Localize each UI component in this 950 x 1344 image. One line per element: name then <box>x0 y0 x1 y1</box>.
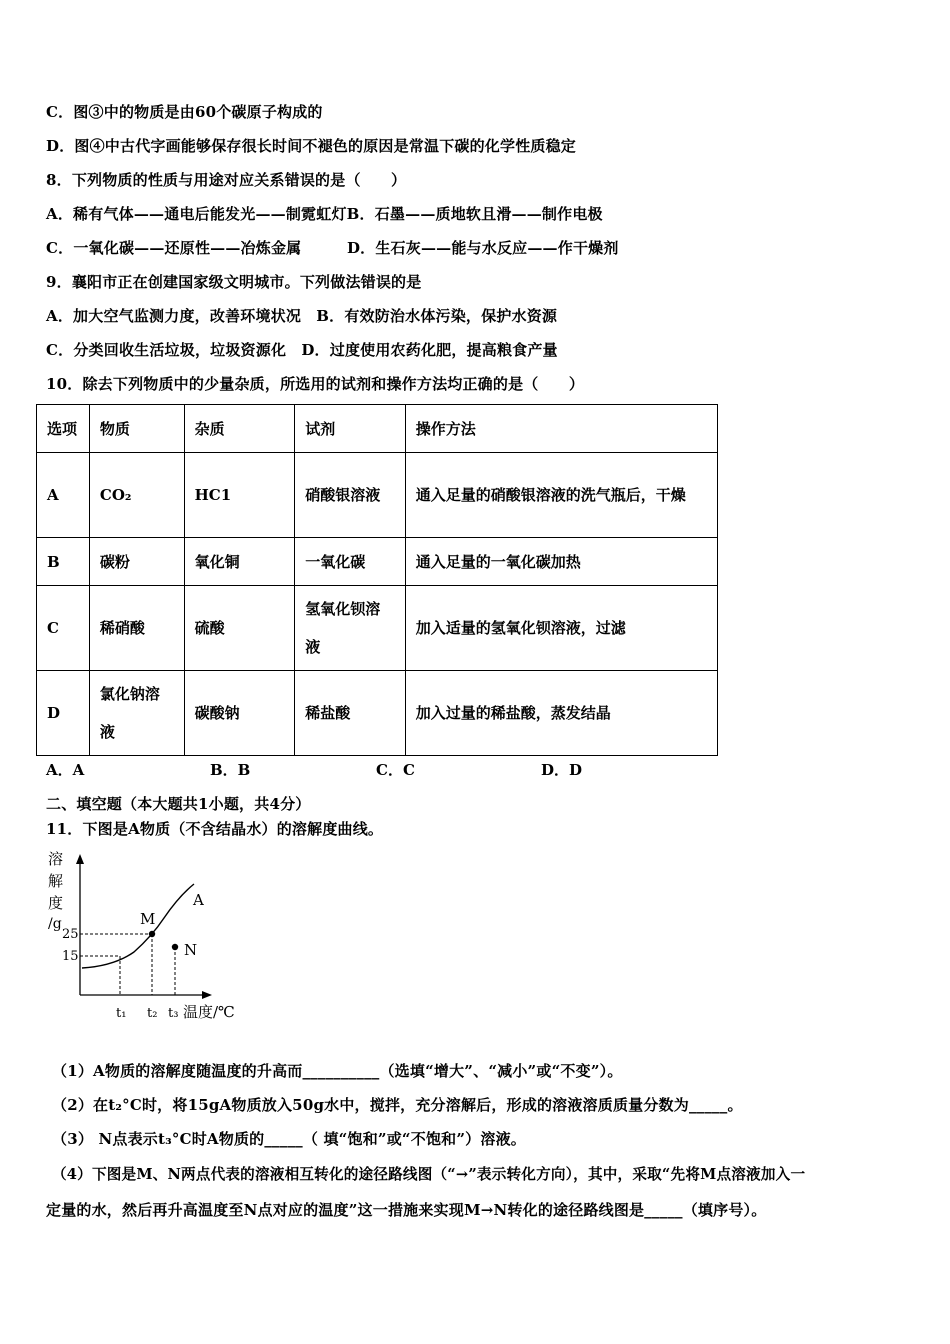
table-cell: 碳粉 <box>89 538 184 586</box>
table-cell: D <box>37 671 90 756</box>
x-tick-label: t₃ <box>168 1006 179 1021</box>
table-cell: 硫酸 <box>184 586 295 671</box>
question-10: 10．除去下列物质中的少量杂质，所选用的试剂和操作方法均正确的是（ ） <box>46 375 585 393</box>
point-m <box>149 931 155 937</box>
y-axis-label-3: 度 <box>48 894 64 912</box>
point-n <box>172 944 178 950</box>
table-cell: 加入过量的稀盐酸，蒸发结晶 <box>405 671 717 756</box>
y-tick-label: 15 <box>62 949 79 964</box>
q11-part-2: （2）在t₂°C时，将15gA物质放入50g水中，搅拌，充分溶解后，形成的溶液溶质质量分数为_____。 <box>52 1096 743 1114</box>
question-11: 11．下图是A物质（不含结晶水）的溶解度曲线。 <box>46 820 384 838</box>
q10-option-d: D．D <box>541 761 583 779</box>
y-tick-label: 25 <box>62 927 79 942</box>
q9-options-ab: A．加大空气监测力度，改善环境状况 B．有效防治水体污染，保护水资源 <box>46 307 558 325</box>
q10-option-c: C．C <box>376 761 415 779</box>
q8-options-ab: A．稀有气体——通电后能发光——制霓虹灯B．石墨——质地软且滑——制作电极 <box>46 205 603 223</box>
series-a-curve <box>82 884 194 968</box>
y-axis-label-1: 溶 <box>48 850 64 868</box>
point-n-label: N <box>184 941 198 959</box>
q9-options-cd: C．分类回收生活垃圾，垃圾资源化 D．过度使用农药化肥，提高粮食产量 <box>46 341 558 359</box>
y-axis-label-2: 解 <box>48 872 64 890</box>
table-cell: C <box>37 586 90 671</box>
x-tick-label: t₁ <box>116 1006 127 1021</box>
x-axis-arrow <box>202 991 212 999</box>
table-cell: 碳酸钠 <box>184 671 295 756</box>
header-cell: 物质 <box>89 405 184 453</box>
table-cell: 氯化钠溶液 <box>89 671 184 756</box>
table-row <box>37 538 718 586</box>
header-cell: 选项 <box>37 405 90 453</box>
line-7c: C．图③中的物质是由60个碳原子构成的 <box>46 103 323 121</box>
series-a-label: A <box>193 891 204 909</box>
header-cell: 试剂 <box>295 405 406 453</box>
point-m-label: M <box>140 910 156 928</box>
q10-table <box>36 404 718 756</box>
table-row <box>37 453 718 538</box>
line-7d: D．图④中古代字画能够保存很长时间不褪色的原因是常温下碳的化学性质稳定 <box>46 137 577 155</box>
table-header-row <box>37 405 718 453</box>
table-cell: A <box>37 453 90 538</box>
y-axis-label-4: /g <box>48 916 62 932</box>
table-cell: B <box>37 538 90 586</box>
table-cell: HC1 <box>184 453 295 538</box>
question-8: 8．下列物质的性质与用途对应关系错误的是（ ） <box>46 171 407 189</box>
table-cell: 氢氧化钡溶液 <box>295 586 406 671</box>
table-cell: 稀盐酸 <box>295 671 406 756</box>
q10-option-a: A．A <box>46 761 85 779</box>
header-cell: 杂质 <box>184 405 295 453</box>
table-cell: 稀硝酸 <box>89 586 184 671</box>
table-cell: 通入足量的硝酸银溶液的洗气瓶后，干燥 <box>405 453 717 538</box>
x-tick-label: t₂ <box>147 1006 158 1021</box>
table-cell: 硝酸银溶液 <box>295 453 406 538</box>
q11-part-1: （1）A物质的溶解度随温度的升高而__________（选填“增大”、“减小”或“不变”）。 <box>52 1062 623 1080</box>
table-cell: 一氧化碳 <box>295 538 406 586</box>
table-cell: CO₂ <box>89 453 184 538</box>
table-cell: 通入足量的一氧化碳加热 <box>405 538 717 586</box>
q10-option-b: B．B <box>210 761 251 779</box>
q11-part-3: （3） N点表示t₃°C时A物质的_____（ 填“饱和”或“不饱和”）溶液。 <box>52 1130 526 1148</box>
q11-part-4b: 定量的水，然后再升高温度至N点对应的温度”这一措施来实现M→N转化的途径路线图是_____（填序号）。 <box>46 1201 767 1219</box>
table-row <box>37 671 718 756</box>
table-cell: 加入适量的氢氧化钡溶液，过滤 <box>405 586 717 671</box>
question-9: 9．襄阳市正在创建国家级文明城市。下列做法错误的是 <box>46 273 422 291</box>
x-axis-label: 温度/℃ <box>183 1003 235 1021</box>
q11-part-4a: （4）下图是M、N两点代表的溶液相互转化的途径路线图（“→”表示转化方向），其中，采取“先将M点溶液加入一 <box>52 1166 806 1183</box>
solubility-chart <box>44 848 244 1023</box>
section-2-heading: 二、填空题（本大题共1小题，共4分） <box>46 795 311 813</box>
table-cell: 氧化铜 <box>184 538 295 586</box>
table-row <box>37 586 718 671</box>
q8-options-cd: C．一氧化碳——还原性——冶炼金属 D．生石灰——能与水反应——作干燥剂 <box>46 239 619 257</box>
y-axis-arrow <box>76 854 84 864</box>
header-cell: 操作方法 <box>405 405 717 453</box>
